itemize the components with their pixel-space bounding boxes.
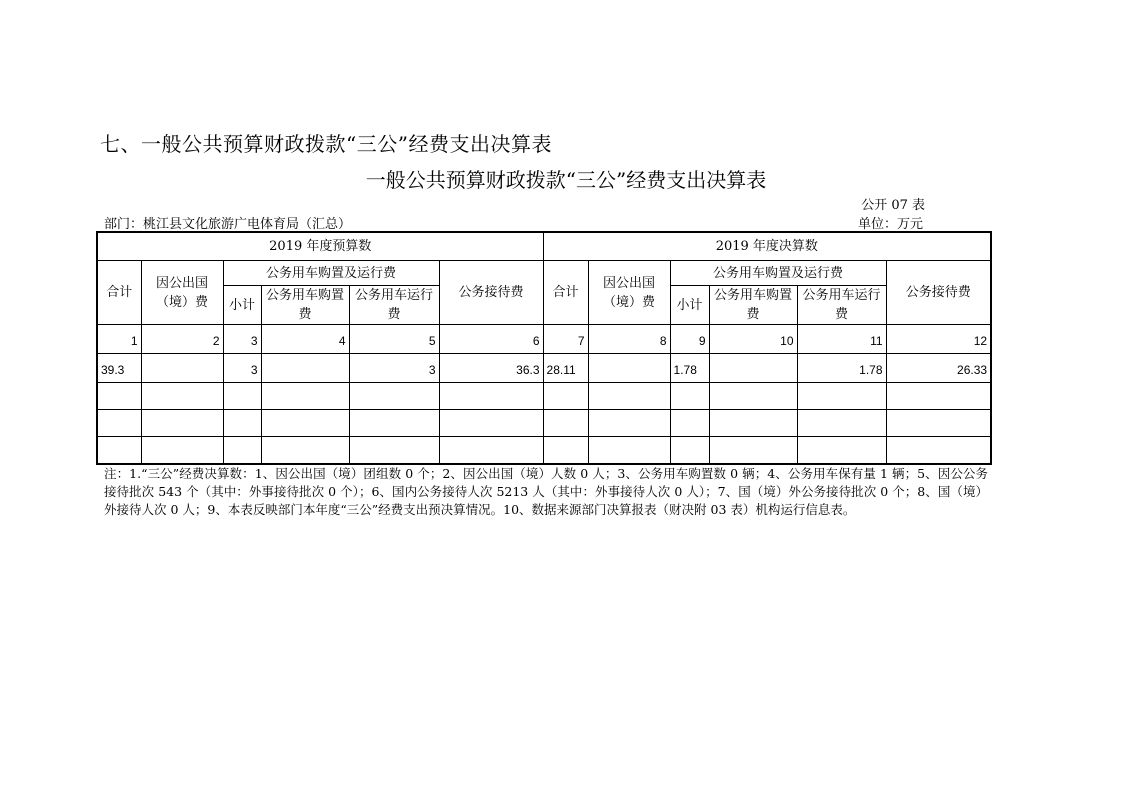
final-group-header: 2019 年度决算数 xyxy=(543,232,991,261)
budget-subtotal-header: 小计 xyxy=(223,286,261,325)
final-total-header: 合计 xyxy=(543,261,588,325)
final-reception-value: 26.33 xyxy=(886,354,991,383)
department-label: 部门：桃江县文化旅游广电体育局（汇总） xyxy=(104,217,352,232)
final-subtotal-header: 小计 xyxy=(670,286,709,325)
index-cell: 4 xyxy=(261,325,349,354)
final-subtotal-value: 1.78 xyxy=(670,354,709,383)
index-cell: 11 xyxy=(797,325,886,354)
index-cell: 1 xyxy=(97,325,141,354)
final-total-value: 28.11 xyxy=(543,354,588,383)
budget-vehicle-group-header: 公务用车购置及运行费 xyxy=(223,261,439,286)
three-public-expenses-table xyxy=(96,231,992,465)
budget-total-value: 39.3 xyxy=(97,354,141,383)
empty-row xyxy=(97,410,991,437)
final-vehicle-group-header: 公务用车购置及运行费 xyxy=(670,261,886,286)
final-reception-header: 公务接待费 xyxy=(886,261,991,325)
data-row xyxy=(97,354,991,383)
budget-total-header: 合计 xyxy=(97,261,141,325)
index-cell: 12 xyxy=(886,325,991,354)
table-code: 公开 07 表 xyxy=(861,198,925,213)
budget-abroad-value xyxy=(141,354,223,383)
budget-reception-value: 36.3 xyxy=(439,354,543,383)
final-vehicle-purchase-header: 公务用车购置费 xyxy=(709,286,797,325)
budget-vehicle-operation-value: 3 xyxy=(349,354,439,383)
final-vehicle-operation-value: 1.78 xyxy=(797,354,886,383)
index-cell: 9 xyxy=(670,325,709,354)
budget-group-header: 2019 年度预算数 xyxy=(97,232,543,261)
final-vehicle-operation-header: 公务用车运行费 xyxy=(797,286,886,325)
final-abroad-value xyxy=(588,354,670,383)
budget-reception-header: 公务接待费 xyxy=(439,261,543,325)
table-note: 注：1.“三公”经费决算数：1、因公出国（境）团组数 0 个；2、因公出国（境）人数 0 人；3、公务用车购置数 0 辆；4、公务用车保有量 1 辆；5、因公公务接待批次 543 个（其中：外事接待批次 0 个）；6、国内公务接待人次 5213 人（其中：外事接待人次 0 人）；7、国（境）外公务接待批次 0 个；8、国（境）外接待人次 0 人；9、本表反映部门本年度“三公”经费支出预决算情况。10、数据来源部门决算报表（财决附 03 表）机构运行信息表。 xyxy=(104,466,988,517)
index-cell: 2 xyxy=(141,325,223,354)
index-row xyxy=(97,325,991,354)
final-abroad-header: 因公出国（境）费 xyxy=(588,261,670,325)
budget-vehicle-purchase-header: 公务用车购置费 xyxy=(261,286,349,325)
index-cell: 5 xyxy=(349,325,439,354)
final-vehicle-purchase-value xyxy=(709,354,797,383)
empty-row xyxy=(97,383,991,410)
section-heading: 七、一般公共预算财政拨款“三公”经费支出决算表 xyxy=(100,132,552,156)
budget-vehicle-operation-header: 公务用车运行费 xyxy=(349,286,439,325)
document-title: 一般公共预算财政拨款“三公”经费支出决算表 xyxy=(365,168,767,192)
budget-abroad-header: 因公出国（境）费 xyxy=(141,261,223,325)
budget-vehicle-purchase-value xyxy=(261,354,349,383)
empty-row xyxy=(97,437,991,465)
budget-subtotal-value: 3 xyxy=(223,354,261,383)
index-cell: 6 xyxy=(439,325,543,354)
index-cell: 7 xyxy=(543,325,588,354)
unit-label: 单位：万元 xyxy=(858,217,924,232)
index-cell: 8 xyxy=(588,325,670,354)
index-cell: 10 xyxy=(709,325,797,354)
index-cell: 3 xyxy=(223,325,261,354)
